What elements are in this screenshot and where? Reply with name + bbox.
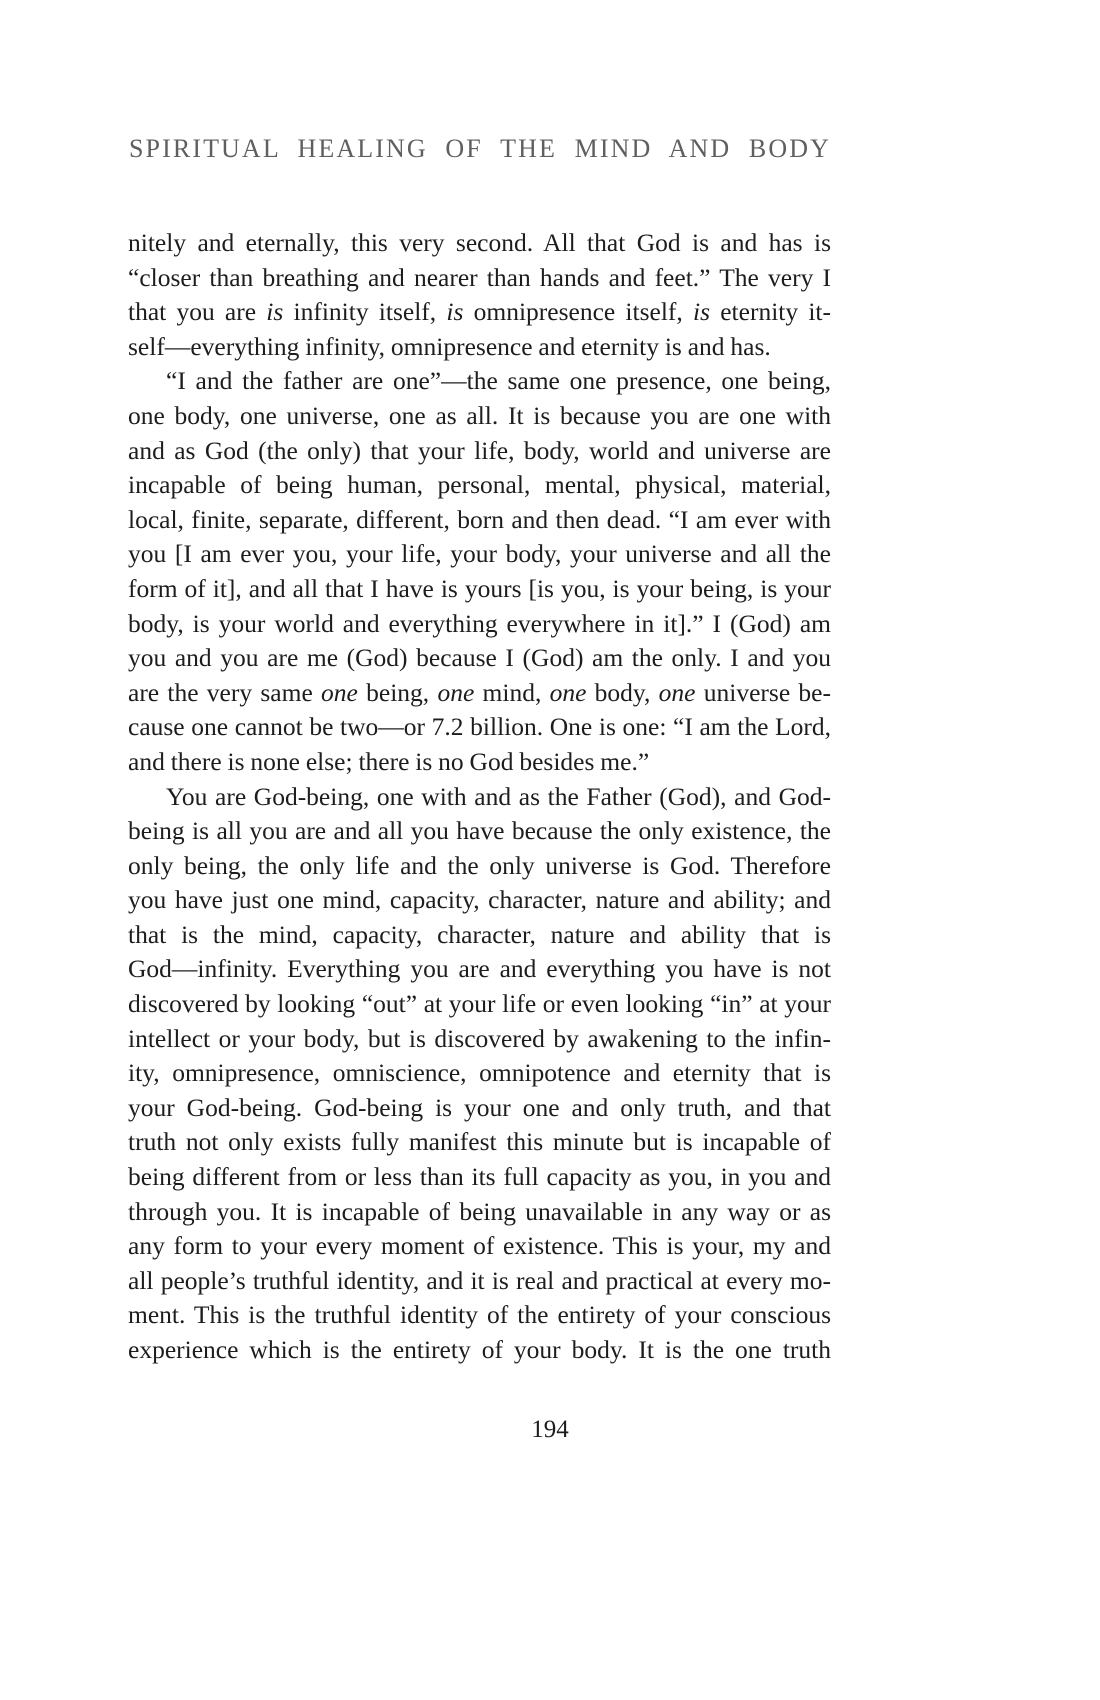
text-line — [128, 295, 831, 330]
text-line — [128, 918, 831, 953]
text-line — [128, 537, 831, 572]
text-run: are the very same — [128, 677, 322, 707]
text-run: you and you are me (God) because I (God) am the only. I and you — [128, 643, 831, 673]
text-run: self—everything infinity, omnipresence and eternity is and has. — [128, 331, 771, 361]
running-head: SPIRITUAL HEALING OF THE MIND AND BODY — [129, 134, 831, 163]
text-run: God—infinity. Everything you are and everything you have is not — [128, 954, 831, 984]
text-run: you [I am ever you, your life, your body, your universe and all the — [128, 539, 831, 569]
text-run: all people’s truthful identity, and it is real and practical at every mo- — [128, 1265, 831, 1295]
paragraph — [128, 364, 831, 779]
paragraph — [128, 226, 831, 364]
text-line — [128, 468, 831, 503]
text-line — [128, 641, 831, 676]
text-run: infinity itself, — [283, 297, 447, 327]
body-text — [128, 226, 831, 1368]
text-line — [128, 434, 831, 469]
text-line — [128, 364, 831, 399]
text-line — [128, 1056, 831, 1091]
text-line — [128, 1091, 831, 1126]
text-run: nitely and eternally, this very second. All that God is and has is — [128, 228, 831, 257]
text-run: eternity it- — [710, 297, 831, 327]
text-line — [128, 1160, 831, 1195]
text-line — [128, 987, 831, 1022]
text-line — [128, 1022, 831, 1057]
text-line — [128, 849, 831, 884]
text-run: body, — [586, 677, 659, 707]
text-run: being is all you are and all you have because the only existence, the — [128, 816, 831, 846]
text-line — [128, 952, 831, 987]
text-run: through you. It is incapable of being unavailable in any way or as — [128, 1196, 831, 1226]
italic-text: is — [693, 297, 711, 327]
italic-text: is — [446, 297, 464, 327]
text-run: that you are — [128, 297, 267, 327]
text-run: any form to your every moment of existence. This is your, my and — [128, 1231, 831, 1261]
text-line — [128, 745, 831, 780]
text-run: truth not only exists fully manifest this minute but is incapable of — [128, 1127, 831, 1157]
text-run: universe be- — [695, 677, 831, 707]
italic-text: one — [321, 677, 358, 707]
text-run: incapable of being human, personal, mental, physical, material, — [128, 470, 831, 500]
text-run: and there is none else; there is no God besides me.” — [128, 746, 650, 776]
italic-text: one — [549, 677, 587, 707]
text-run: only being, the only life and the only universe is God. Therefore — [128, 850, 831, 880]
text-run: cause one cannot be two—or 7.2 billion. One is one: “I am the Lord, — [128, 712, 831, 742]
text-line — [128, 780, 831, 815]
text-run: body, is your world and everything everywhere in it].” I (God) am — [128, 608, 831, 638]
text-run: “closer than breathing and nearer than hands and feet.” The very I — [128, 262, 831, 292]
text-line — [128, 226, 831, 261]
text-run: discovered by looking “out” at your life or even looking “in” at your — [128, 989, 831, 1019]
text-line — [128, 1298, 831, 1333]
text-run: omnipresence itself, — [463, 297, 693, 327]
paragraph — [128, 780, 831, 1368]
text-line — [128, 1333, 831, 1368]
text-line — [128, 814, 831, 849]
text-run: form of it], and all that I have is yours [is you, is your being, is your — [128, 573, 831, 603]
text-line — [128, 1229, 831, 1264]
text-run: and as God (the only) that your life, body, world and universe are — [128, 435, 831, 465]
italic-text: is — [266, 297, 284, 327]
text-run: being, — [357, 677, 438, 707]
italic-text: one — [437, 677, 475, 707]
text-run: ity, omnipresence, omniscience, omnipotence and eternity that is — [128, 1058, 831, 1088]
page-number: 194 — [531, 1416, 569, 1443]
text-run: You are God-being, one with and as the Father (God), and God- — [166, 781, 831, 811]
italic-text: one — [658, 677, 696, 707]
text-line — [128, 607, 831, 642]
text-line — [128, 330, 831, 365]
text-run: experience which is the entirety of your body. It is the one truth — [128, 1335, 831, 1364]
text-line — [128, 399, 831, 434]
text-run: intellect or your body, but is discovered by awakening to the infin- — [128, 1023, 831, 1053]
text-run: “I and the father are one”—the same one presence, one being, — [166, 366, 831, 396]
text-run: that is the mind, capacity, character, nature and ability that is — [128, 919, 831, 949]
text-line — [128, 572, 831, 607]
text-run: local, finite, separate, different, born and then dead. “I am ever with — [128, 504, 831, 534]
text-line — [128, 503, 831, 538]
text-line — [128, 1125, 831, 1160]
text-line — [128, 883, 831, 918]
text-run: ment. This is the truthful identity of the entirety of your conscious — [128, 1300, 831, 1330]
text-run: you have just one mind, capacity, character, nature and ability; and — [128, 885, 831, 915]
text-run: your God-being. God-being is your one and only truth, and that — [128, 1092, 831, 1122]
text-line — [128, 1195, 831, 1230]
text-run: one body, one universe, one as all. It is because you are one with — [128, 400, 831, 430]
text-run: mind, — [474, 677, 550, 707]
text-line — [128, 710, 831, 745]
text-line — [128, 261, 831, 296]
text-line — [128, 1264, 831, 1299]
text-line — [128, 676, 831, 711]
text-run: being different from or less than its full capacity as you, in you and — [128, 1162, 831, 1192]
